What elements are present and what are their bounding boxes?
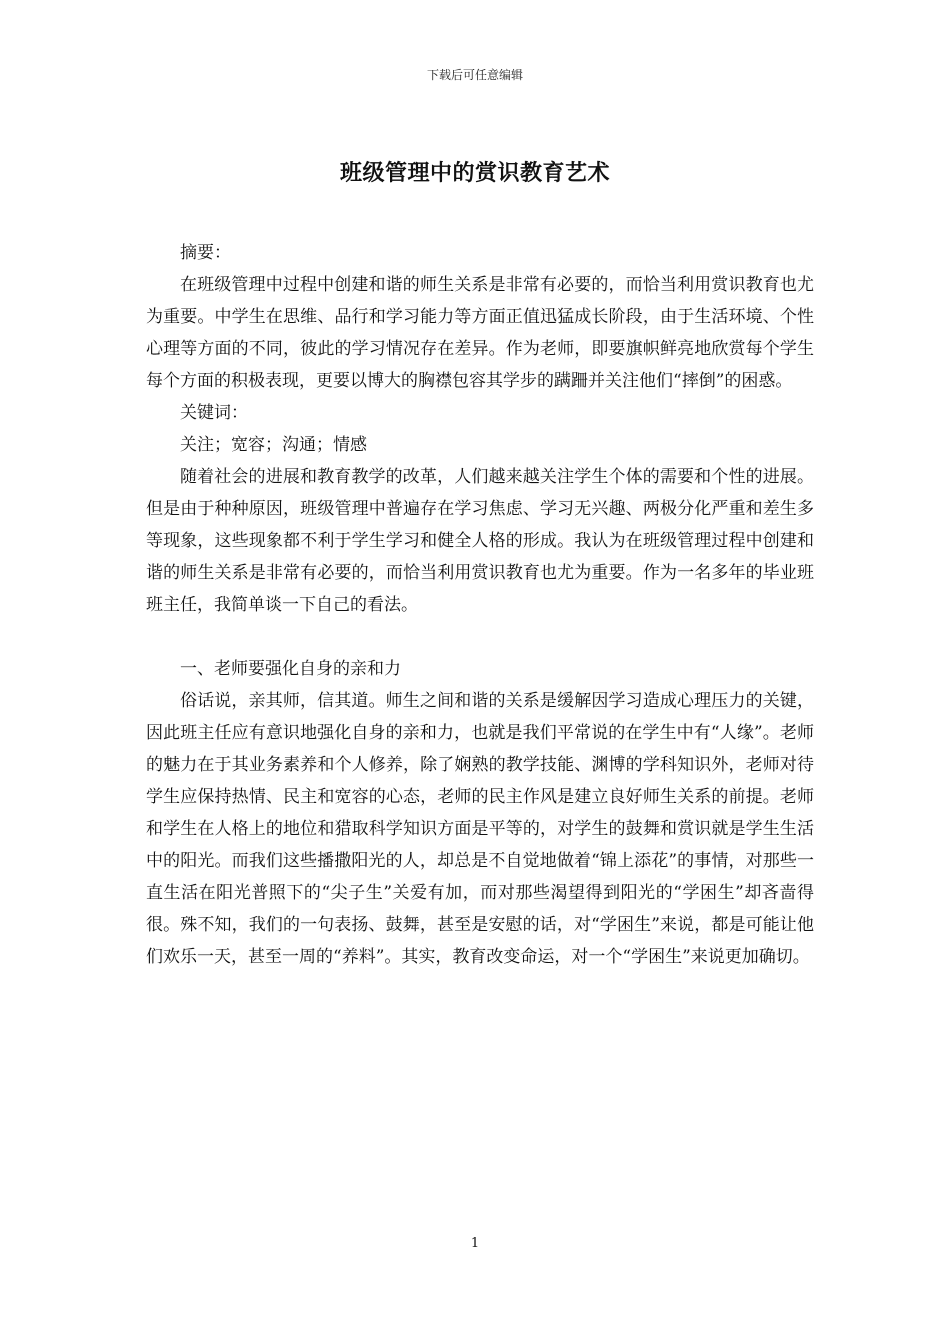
section-spacer [146, 621, 814, 653]
abstract-label: 摘要： [180, 243, 231, 263]
intro-paragraph: 随着社会的进展和教育教学的改革，人们越来越关注学生个体的需要和个性的进展。但是由于种种原因，班级管理中普遍存在学习焦虑、学习无兴趣、两极分化严重和差生多等现象，这些现象都不利于学生学习和健全人格的形成。我认为在班级管理过程中创建和谐的师生关系是非常有必要的，而恰当利用赏识教育也尤为重要。作为一名多年的毕业班班主任，我简单谈一下自己的看法。 [146, 467, 814, 615]
section-paragraph: 俗话说，亲其师，信其道。师生之间和谐的关系是缓解因学习造成心理压力的关键，因此班主任应有意识地强化自身的亲和力，也就是我们平常说的在学生中有“人缘”。老师的魅力在于其业务素养和个人修养，除了娴熟的教学技能、渊博的学科知识外，老师对待学生应保持热情、民主和宽容的心态，老师的民主作风是建立良好师生关系的前提。老师和学生在人格上的地位和猎取科学知识方面是平等的，对学生的鼓舞和赏识就是学生生活中的阳光。而我们这些播撒阳光的人，却总是不自觉地做着“锦上添花”的事情，对那些一直生活在阳光普照下的“尖子生”关爱有加，而对那些渴望得到阳光的“学困生”却吝啬得很。殊不知，我们的一句表扬、鼓舞，甚至是安慰的话，对“学困生”来说，都是可能让他们欢乐一天，甚至一周的“养料”。其实，教育改变命运，对一个“学困生”来说更加确切。 [146, 691, 814, 967]
header-note: 下载后可任意编辑 [426, 68, 523, 82]
document-title: 班级管理中的赏识教育艺术 [339, 160, 610, 186]
page-number: 1 [470, 1236, 480, 1251]
section-heading: 一、老师要强化自身的亲和力 [180, 659, 401, 679]
keywords-label: 关键词： [180, 403, 248, 423]
abstract-paragraph: 在班级管理中过程中创建和谐的师生关系是非常有必要的，而恰当利用赏识教育也尤为重要。中学生在思维、品行和学习能力等方面正值迅猛成长阶段，由于生活环境、个性心理等方面的不同，彼此的学习情况存在差异。作为老师，即要旗帜鲜亮地欣赏每个学生每个方面的积极表现，更要以博大的胸襟包容其学步的蹒跚并关注他们“摔倒”的困惑。 [146, 275, 814, 391]
document-body [146, 237, 814, 973]
keywords-paragraph: 关注；宽容；沟通；情感 [180, 435, 367, 455]
